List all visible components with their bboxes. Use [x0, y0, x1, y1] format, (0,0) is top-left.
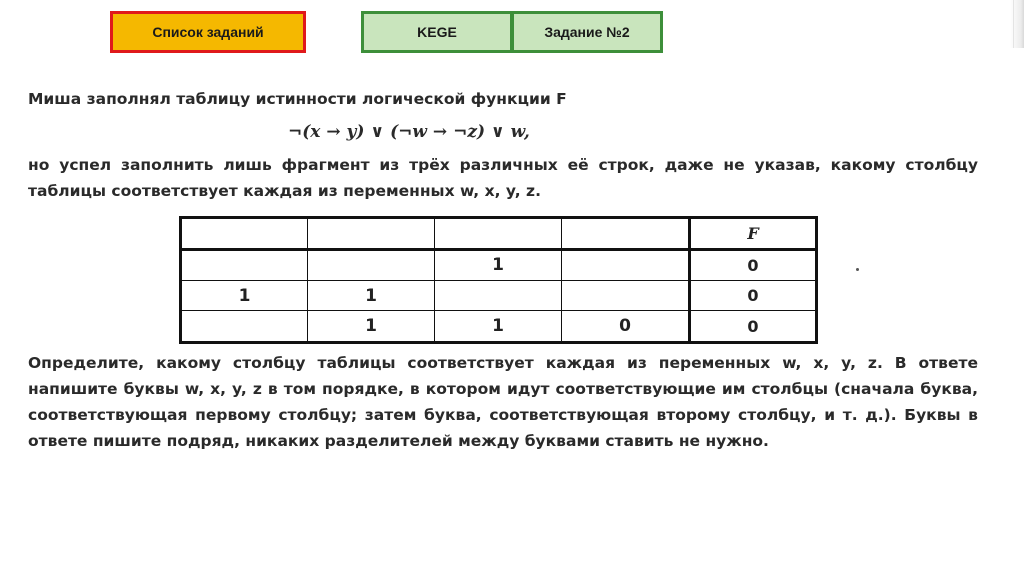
table-cell	[435, 281, 562, 311]
table-cell: 1	[435, 249, 562, 281]
table-header-cell	[181, 218, 308, 250]
table-cell: 0	[562, 311, 690, 343]
table-cell	[181, 311, 308, 343]
function-value-cell: 0	[690, 281, 817, 311]
table-cell: 1	[435, 311, 562, 343]
kege-button[interactable]: KEGE	[361, 11, 513, 53]
table-cell: 1	[181, 281, 308, 311]
logic-formula: ¬(x → y) ∨ (¬w → ¬z) ∨ w,	[288, 122, 530, 142]
scan-speck	[856, 268, 859, 271]
truth-table	[179, 216, 818, 344]
table-cell	[308, 249, 435, 281]
task-number-button[interactable]: Задание №2	[511, 11, 663, 53]
function-value-cell: 0	[690, 249, 817, 281]
truth-table-header-row	[181, 218, 817, 250]
table-cell	[562, 281, 690, 311]
slide-edge-line	[1013, 0, 1014, 48]
problem-intro: Миша заполнял таблицу истинности логической функции F	[28, 90, 567, 108]
table-cell: 1	[308, 281, 435, 311]
table-header-cell	[308, 218, 435, 250]
problem-continuation: но успел заполнить лишь фрагмент из трёх различных её строк, даже не указав, какому столбцу таблицы соответствует каждая из переменных w, x, y, z.	[28, 156, 978, 200]
function-f-header: F	[690, 218, 817, 250]
table-header-cell	[562, 218, 690, 250]
problem-question: Определите, какому столбцу таблицы соответствует каждая из переменных w, x, y, z. В ответе напишите буквы w, x, y, z в том порядке, в котором идут соответствующие им столбцы (сначала буква, соответствующая первому столбцу; затем буква, соответствующая второму столбцу, и т. д.). Буквы в ответе пишите подряд, никаких разделителей между буквами ставить не нужно.	[28, 354, 978, 450]
table-cell	[181, 249, 308, 281]
truth-table-row	[181, 311, 817, 343]
task-list-button[interactable]: Список заданий	[110, 11, 306, 53]
slide-edge-shadow	[984, 0, 1024, 48]
truth-table-row	[181, 249, 817, 281]
table-header-cell	[435, 218, 562, 250]
function-value-cell: 0	[690, 311, 817, 343]
table-cell	[562, 249, 690, 281]
truth-table-row	[181, 281, 817, 311]
table-cell: 1	[308, 311, 435, 343]
